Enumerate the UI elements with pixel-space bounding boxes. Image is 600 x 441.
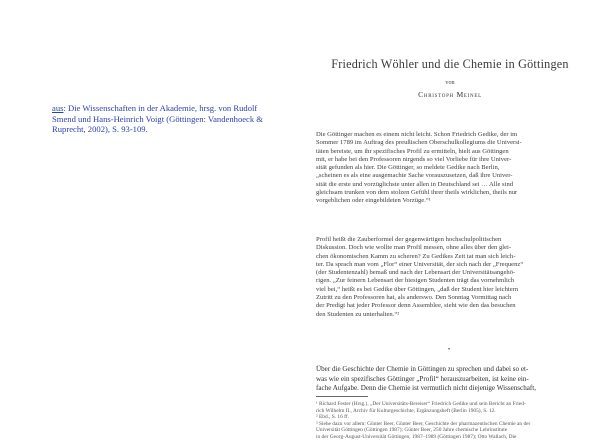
footnote-line: ³ Siehe dazu vor allem: Günter Beer, Günter Beer, Geschichte der pharmazeutischen Chemie an der [316,420,531,427]
footnote-line: in der Georg-August-Universität Göttingen, 1987–1989 (Göttingen 1987); Otto Wallach, Die [316,433,517,440]
text-line: „scheinen es als eine ausgemachte Sache vorauszusetzen, daß ihre Univer- [316,172,513,180]
text-line: gleichsam trunken von dem stolzen Gefühl ihrer theils wirklichen, theils nur [316,189,518,197]
text-line: Profil heißt die Zauberformel der gegenwärtigen hochschulpolitischen [316,236,502,243]
text-line: mit, er habe bei den Professoren nirgends so viel Vorliebe für ihre Univer- [316,155,512,163]
footnote-line: ² Ebd., S. 16 ff. [316,414,349,421]
footnote-rule [316,396,368,397]
text-line: Über die Geschichte der Chemie in Göttingen zu sprechen und dabei so et- [316,365,529,373]
article-author: Christoph Meinel [418,90,482,99]
paragraph-1 [316,131,584,206]
text-line: der Predigt hat jeder Professor denn Assemblee, sieht wie den das besuchen [316,302,516,310]
byline-von: von [445,79,455,86]
text-line: Diskussion. Doch wie wollte man Profil messen, ohne alles über den glei- [316,244,512,252]
text-line: (der Studentenzahl) bemaß und nach der Lebensart der Universitätsangehö- [316,269,516,277]
text-line: täten bereiste, um ihr spezifisches Profil zu ermitteln, hielt aus Göttingen [316,147,509,155]
section-separator: • [448,347,451,353]
text-line: fache Aufgabe. Denn die Chemie ist vermutlich nicht diejenige Wissenschaft, [316,384,537,393]
footnote-line: ¹ Richard Fester (Hrsg.), „Der Universitäts-Bereiser“ Friedrich Gedike und sein Bericht an Fried- [316,401,526,407]
paragraph-3 [316,365,584,394]
paragraph-2 [316,236,584,319]
text-line: ter. Da sprach man vom „Flor“ einer Universität, der sich nach der „Frequenz“ [316,260,524,268]
footnote-line: Universität Göttingen (Göttingen 1987); Günter Beer, 250 Jahre chemische Lehrinstitute [316,427,508,434]
source-annotation [52,103,282,135]
text-line: Sommer 1789 im Auftrag des preußischen Oberschulkollegiums die Universi- [316,139,522,147]
article-title: Friedrich Wöhler und die Chemie in Göttingen [331,57,569,71]
text-line: vorgeblichen oder eingebildeten Vorzüge.“¹ [316,197,431,205]
footnote-line: rich Wilhelm II., Archiv für Kulturgeschichte, Ergänzungsheft (Berlin 1905), S. 12. [316,407,496,414]
text-line: sität gefunden als hier. Die Göttinger, so meldete Gedike nach Berlin, [316,164,500,172]
text-line: rigen. „Zur feinern Lebensart der hiesigen Studenten trägt das vornehmlich [316,277,515,285]
text-line: Zutritt zu den Professoren hat, als anderswo. Den Sonntag Vormittag nach [316,294,512,302]
text-line: den Studenten zu unterhalten.“² [316,310,400,318]
annotation-prefix: aus [52,103,64,113]
annotation-citation: : Die Wissenschaften in der Akademie, hrsg. von Rudolf Smend und Hans-Heinrich Voigt (Göttingen: Vandenhoeck & Ruprecht, 2002), S. 93-109. [52,103,263,135]
text-line: chen ökonomischen Kamm zu scheren? Zu Gedikes Zeit tat man sich leich- [316,252,516,260]
text-line: sität die erste und vorzüglichste unter allen in Deutschland sei … Alle sind [316,180,514,188]
footnotes [316,401,584,441]
text-line: viel bei,“ heißt es bei Gedike über Göttingen, „daß der Student hier leichtern [316,285,519,293]
text-line: Die Göttinger machen es einem nicht leicht. Schon Friedrich Gedike, der im [316,131,518,138]
text-line: was wie ein spezifisches Göttinger „Profil“ herauszuarbeiten, ist keine ein- [316,374,529,383]
